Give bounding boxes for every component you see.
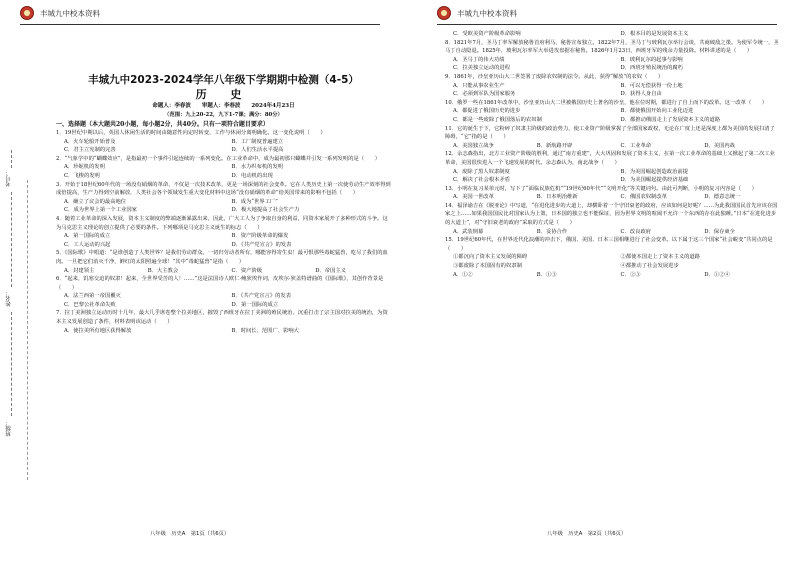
question: 10．俄罗一些在1861年改革中，沙皇亚历山大二世被俄国历史上著名的沙皇，他在位时期，都进行了自上而下的改革。这一改革（ ） A．都促进了俄国历史的进步 B．都使俄国开始向工业化迈进 C．都是一些废除了俄国落后的农奴制 D．都推动俄国走上了发展资本主义的道路 xyxy=(445,99,780,125)
statement: ④都推动了社会发展进步 xyxy=(620,263,679,270)
statement: ①都沉向了资本主义发展的障碍 xyxy=(453,254,528,261)
question: 1．19世纪中期以后，英国人休闲生活的时间由随意性向定时转变，工作与休闲分离明确化。这一变化说明（ ） A．火车轮船开始普及 B．工厂制度普遍建立 C．君主立宪制的完善 D．人们生活水平提高 xyxy=(56,129,391,155)
option[interactable]: A．圣马丁的伟大功绩 xyxy=(453,56,505,63)
page-footer: 八年级 历史A 第1页（共6页） xyxy=(150,531,230,537)
option[interactable]: B．为美国崛起创造政治前提 xyxy=(620,168,688,175)
option[interactable]: C．俄国农奴制改革 xyxy=(620,194,667,201)
brand-header xyxy=(437,4,517,22)
question: 13．小明在复习某单元时，写下了“面临民族危机”“19世纪60年代”“文明开化”等关键词句。由此可判断，小明的复习内容是（ ） A．美国一世改革 B．日本明治维新 C．俄国农奴制改革 D．德意志统一 xyxy=(445,185,780,202)
option[interactable]: C．②③ xyxy=(620,271,641,278)
question: 14．福泽谕吉在《脱亚论》中写道，“在进化进步的大道上，却横卧着一个守旧衰老的政府，应该如何是好呢？……为此我国国民首先应该在国家之上……如果我国国民比对国家认为上策，日本国的独立也不能保证，因为世界文明的喧闹不允许一个东西的存在此独睡。”日本“在进化进步的大道上”，对“守旧衰老的政府”采取的方式是（ ） A．武装倒幕 B．妥协合作 C．改良政府 D．保存東全 xyxy=(445,202,780,236)
binding-margin xyxy=(4,150,20,460)
option[interactable]: B．妥协合作 xyxy=(536,228,568,235)
option[interactable]: B．可以无偿获得一份土地 xyxy=(620,82,683,89)
side-label-class: 班级： xyxy=(6,420,12,437)
option[interactable]: C．拉美独立运动的进程 xyxy=(453,65,511,72)
side-label-id: 考号： xyxy=(6,170,12,187)
option[interactable]: D．极大地提高了社会生产力 xyxy=(231,207,300,214)
question xyxy=(445,30,780,39)
option[interactable]: D．都推动俄国走上了发展资本主义的道路 xyxy=(620,116,721,123)
option[interactable]: D．西班牙殖民统治的腐朽 xyxy=(620,65,684,72)
option[interactable]: C．资产阶级 xyxy=(231,267,263,274)
option[interactable]: B．资产阶级革命的爆发 xyxy=(231,233,289,240)
option[interactable]: B．日本明治维新 xyxy=(536,194,578,201)
question: 9．1861年，沙皇亚历山大二世签署了废除农奴制的法令。从此，获得“解放”的农奴（ ） A．只能从事农业生产 B．可以无偿获得一份土地 C．必须到军队为国家服务 D．获得人身自由 xyxy=(445,73,780,99)
option[interactable]: A．废除了黑人奴隶制度 xyxy=(453,168,510,175)
option[interactable]: B．大主教会 xyxy=(147,267,179,274)
option[interactable]: D．根本目的是发展资本主义 xyxy=(620,31,689,37)
right-column xyxy=(445,30,780,279)
option[interactable]: D．德意志统一 xyxy=(704,194,741,201)
exam-meta: 命题人：李春波 审题人：李春波 2024年4月23日 xyxy=(152,103,295,109)
option[interactable]: B．《共产党宣言》的发表 xyxy=(231,293,292,300)
exam-scope: （范围：九上20-22，九下1-7课；满分：80分） xyxy=(164,112,283,118)
option[interactable]: A．只能从事农业生产 xyxy=(453,82,505,89)
exam-page-right xyxy=(397,0,794,561)
option[interactable]: A．珍妮机的发明 xyxy=(64,164,105,171)
option[interactable]: C．飞梭的发明 xyxy=(64,172,100,179)
question: 5．《国际歌》中唱道：“是谁创造了人类世界？是我们劳动群众。一切归劳动者所有，哪能容得寄生虫！最可恨那些毒蛇猛兽，吃尽了我们的血肉。一旦把它们消灭干净，鲜红的太阳照遍全球！”其中“毒蛇猛兽”是指（ ） A．封建领主 B．大主教会 C．资产阶级 D．帝国主义 xyxy=(56,249,391,275)
option[interactable]: C．成为世界上第一个工业国家 xyxy=(64,207,137,214)
option[interactable]: A．第一国际的成立 xyxy=(64,233,111,240)
page-footer: 八年级 历史A 第2页（共6页） xyxy=(547,531,627,537)
option[interactable]: A．都促进了俄国历史的进步 xyxy=(453,108,521,115)
header-rule xyxy=(20,24,380,25)
brand-text: 丰城九中校本资料 xyxy=(457,8,517,18)
question: 15．19世纪60年代，在世界近代化浪潮的冲击下，俄国、美国、日本三国相继进行了社会变革。以下属于这三个国家“社会蜕变”共同点的是（ ） ①都沉向了资本主义发展的障碍 ②都使本国走上了资本主义的道路 ③都废除了本国固有的奴隶制 ④都推动了社会发展进步 A．①② B．①③ C．②③ D．①②④ xyxy=(445,236,780,279)
question: 6．“起来，饥寒交迫的奴隶！起来，全世界受苦的人！……”这是法国诗人欧仁·鲍狄埃作词，皮埃尔·狄盖特谱曲的《国际歌》，其创作背景是（ ） A．法兰西第一帝国覆灭 B．《共产党宣言》的发表 C．巴黎公社革命失败 D．第一国际的成立 xyxy=(56,275,391,309)
question: 4．随着工业革命的深入发展，资本主义制度的弊端逐渐暴露出来，因此，广大工人为了争取自身的利益，同资本家展开了多种形式的斗争。这为马克思主义理论的创立提供了必要的条件。下列哪项是马克思主义诞生的标志（ ） A．第一国际的成立 B．资产阶级革命的爆发 C．工人运动的兴起 D．《共产党宣言》的发表 xyxy=(56,215,391,249)
option[interactable]: C．改良政府 xyxy=(620,228,652,235)
option[interactable]: A．美国独立战争 xyxy=(453,142,494,149)
question: 8．1821年7月，圣马丁率军解放秘鲁首府利马，秘鲁宣布独立。1822年7月，圣马丁与玻利瓦尔举行会谈，共商破敌之策。为使军令统一，圣马丁自动隐退。1825年，玻利瓦尔率军大举进攻盘据在秘鲁。1826年1月23日，西班牙军的残余力量投降。材料讲述的是（ ） A．圣马丁的伟大功绩 B．玻利瓦尔的起事与影响 C．拉美独立运动的进程 D．西班牙殖民统治的腐朽 xyxy=(445,39,779,72)
option[interactable]: D．保存東全 xyxy=(704,228,735,235)
left-column xyxy=(56,30,391,335)
option[interactable]: C．工人运动的兴起 xyxy=(64,241,111,248)
statement: ②都使本国走上了资本主义的道路 xyxy=(620,254,700,261)
cut-line xyxy=(27,180,28,480)
exam-subject: 历 史 xyxy=(195,88,252,101)
option[interactable]: A．使拉美所有地区获得解放 xyxy=(64,327,132,334)
question: 2．“气象学中的“蝴蝶效应”，是指最初一个事件引起连续的一系列变化。在工业革命中，成为最初那只蝴蝶并引发一系列发明的是（ ） A．珍妮机的发明 B．水力织布机的发明 C．飞梭的发明 D．电动机的出现 xyxy=(56,155,391,181)
school-seal-icon xyxy=(437,6,451,20)
option[interactable]: D．①②④ xyxy=(704,271,730,278)
brand-text: 丰城九中校本资料 xyxy=(40,8,100,18)
option[interactable]: A．武装倒幕 xyxy=(453,228,484,235)
option[interactable]: D．帝国主义 xyxy=(315,267,346,274)
option[interactable]: D．电动机的出现 xyxy=(231,172,273,179)
option[interactable]: B．水力织布机的发明 xyxy=(231,164,284,171)
option[interactable]: A．法兰西第一帝国覆灭 xyxy=(64,293,121,300)
option[interactable]: A．确立了议会的最高地位 xyxy=(64,198,127,205)
option[interactable]: C．解决了社会根本矛盾 xyxy=(453,177,511,184)
option[interactable]: B．新航路开辟 xyxy=(536,142,573,149)
question: 7．拉丁美洲独立运动历时十几年，最大几乎席卷整个拉美地区，摧毁了西班牙在拉丁美洲的殖民统治，沉重打击了宗主国对拉美的统治，为资本主义发展创造了条件，材料表明该运动（ ） A．使拉美所有地区获得解放 B．时间长、范围广、影响大 xyxy=(56,309,391,335)
option[interactable]: D．美国内战 xyxy=(704,142,735,149)
option[interactable]: B．成为“世界工厂” xyxy=(231,198,278,205)
question: 12．余志森指出，北方工业资产阶级的胜利，通过“南方重建”，大大巩固和发展了资本主义，在第一次工业革命的基础上又掀起了第二次工业革命，美国很快进入一个飞速发展的时代。余志森认为，南北战争（ ） A．废除了黑人奴隶制度 B．为美国崛起创造政治前提 C．解决了社会根本矛盾 D．为美国崛起提供经济基础 xyxy=(445,150,780,184)
option[interactable]: A．封建领主 xyxy=(64,267,95,274)
brand-header xyxy=(20,4,100,22)
section-heading: 一、选择题（本大题共20小题，每小题2分，共40分。只有一项符合题目要求） xyxy=(56,121,269,128)
option[interactable]: B．都使俄国开始向工业化迈进 xyxy=(620,108,694,115)
exam-title: 丰城九中2023-2024学年八年级下学期期中检测（4-5） xyxy=(88,74,359,86)
question: 3．开始于18世纪60年代的一场没有硝烟的革命，不仅是一次技术改革，更是一场深刻的社会变革。它在人类历史上第一次使劳动生产效率得到成倍提高，生产力得到空前解放，人类社会各个领域发生重大变化材料中这场“没有硝烟的革命”给英国带来的影响不包括（ ） A．确立了议会的最高地位 B．成为“世界工厂” C．成为世界上第一个工业国家 D．极大地提高了社会生产力 xyxy=(56,181,391,214)
option[interactable]: D．《共产党宣言》的发表 xyxy=(231,241,292,248)
question: 11．它的诞生于下，它粉碎了奴隶主阶级的政治势力，使工业资产阶级掌握了全部国家政权，无论在广度上还是深度上都为美国的发展扫清了障碍，“它”指的是（ ） A．美国独立战争 B．新航路开辟 C．工业革命 D．美国内战 xyxy=(445,125,780,151)
option[interactable]: D．获得人身自由 xyxy=(620,91,662,98)
side-label-name: 姓名： xyxy=(6,290,12,307)
option[interactable]: C．受欧美资产阶级革命影响 xyxy=(453,31,521,37)
option[interactable]: D．第一国际的成立 xyxy=(231,301,279,308)
statement: ③都废除了本国固有的奴隶制 xyxy=(453,263,522,270)
option[interactable]: C．巴黎公社革命失败 xyxy=(64,301,116,308)
option[interactable]: B．玻利瓦尔的起事与影响 xyxy=(620,56,683,63)
school-seal-icon xyxy=(20,6,34,20)
option[interactable]: C．君主立宪制的完善 xyxy=(64,147,116,154)
option[interactable]: A．美国一世改革 xyxy=(453,194,494,201)
option[interactable]: B．工厂制度普遍建立 xyxy=(231,138,284,145)
option[interactable]: B．①③ xyxy=(536,271,557,278)
option[interactable]: D．人们生活水平提高 xyxy=(231,147,284,154)
option[interactable]: A．火车轮船开始普及 xyxy=(64,138,116,145)
option[interactable]: B．时间长、范围广、影响大 xyxy=(231,327,299,334)
option[interactable]: C．工业革命 xyxy=(620,142,652,149)
option[interactable]: D．为美国崛起提供经济基础 xyxy=(620,177,689,184)
option[interactable]: C．都是一些废除了俄国落后的农奴制 xyxy=(453,116,542,123)
header-rule xyxy=(437,24,777,25)
option[interactable]: A．①② xyxy=(453,271,473,278)
option[interactable]: C．必须到军队为国家服务 xyxy=(453,91,516,98)
